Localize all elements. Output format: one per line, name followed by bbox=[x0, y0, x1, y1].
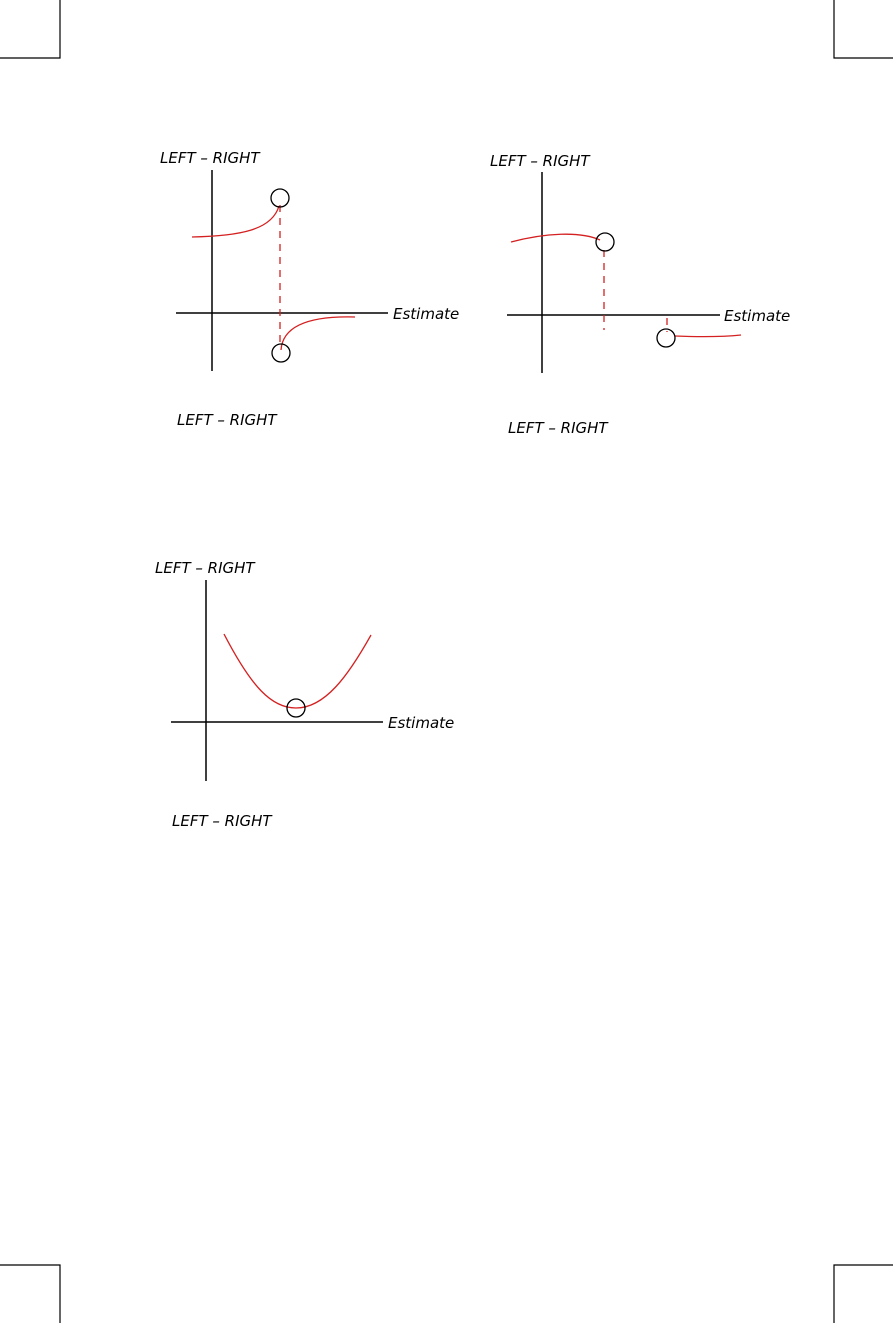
left-branch-curve bbox=[192, 206, 279, 237]
crop-mark-top-left bbox=[0, 0, 60, 58]
lower-branch-curve bbox=[675, 335, 741, 337]
upper-branch-curve bbox=[511, 234, 600, 242]
lower-start-marker bbox=[657, 329, 675, 347]
x-axis-label: Estimate bbox=[393, 305, 460, 323]
diagram-caption: LEFT – RIGHT bbox=[172, 812, 272, 830]
diagram-pole bbox=[160, 149, 459, 429]
diagram-minimum bbox=[155, 559, 454, 830]
crop-mark-bottom-right bbox=[834, 1265, 893, 1323]
right-branch-curve bbox=[281, 317, 355, 350]
y-axis-label: LEFT – RIGHT bbox=[155, 559, 255, 577]
upper-limit-marker bbox=[271, 189, 289, 207]
diagram-caption: LEFT – RIGHT bbox=[508, 419, 608, 437]
parabola-curve bbox=[224, 634, 371, 708]
upper-end-marker bbox=[596, 233, 614, 251]
y-axis-label: LEFT – RIGHT bbox=[490, 152, 590, 170]
x-axis-label: Estimate bbox=[724, 307, 791, 325]
diagram-step bbox=[490, 152, 790, 437]
crop-mark-top-right bbox=[834, 0, 893, 58]
x-axis-label: Estimate bbox=[388, 714, 455, 732]
y-axis-label: LEFT – RIGHT bbox=[160, 149, 260, 167]
diagram-caption: LEFT – RIGHT bbox=[177, 411, 277, 429]
crop-mark-bottom-left bbox=[0, 1265, 60, 1323]
